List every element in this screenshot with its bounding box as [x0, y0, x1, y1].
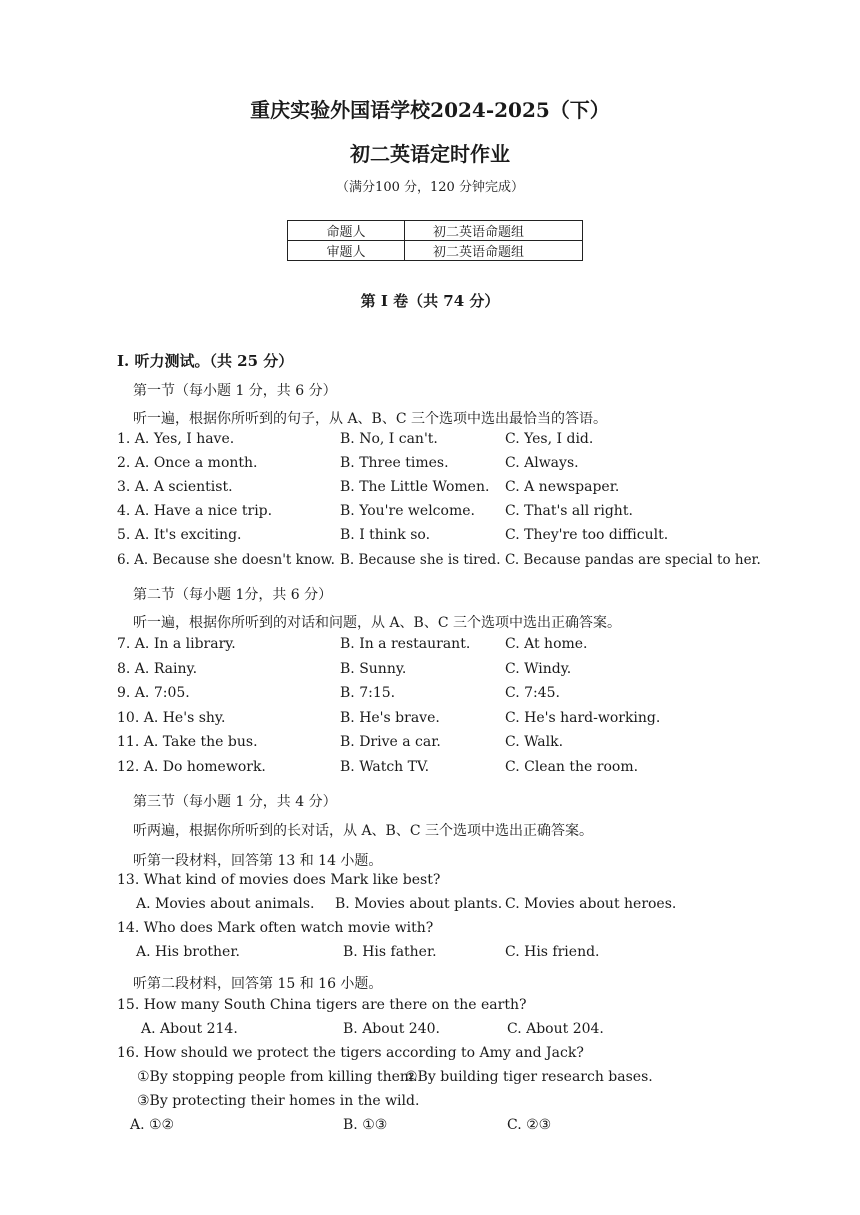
option-a: 7. A. In a library.	[117, 636, 236, 652]
option-a: A. Movies about animals.	[136, 896, 315, 912]
option-b: B. Because she is tired.	[340, 552, 501, 568]
option-c: C. Yes, I did.	[505, 431, 594, 447]
option-b: B. I think so.	[340, 527, 431, 543]
option-a: 12. A. Do homework.	[117, 759, 266, 775]
option-c: C. A newspaper.	[505, 479, 620, 495]
volume-heading: 第 I 卷（共 74 分）	[360, 292, 500, 310]
table-row	[288, 221, 583, 241]
option-c: C. About 204.	[507, 1021, 604, 1037]
option-a: 10. A. He's shy.	[117, 710, 226, 726]
option-b: B. Three times.	[340, 455, 449, 471]
option-b: B. His father.	[343, 944, 437, 960]
option-a: A. ①②	[130, 1117, 175, 1133]
option-c: C. ②③	[507, 1117, 552, 1133]
option-c: C. That's all right.	[505, 503, 633, 519]
option-c: C. Movies about heroes.	[505, 896, 677, 912]
option-a: 11. A. Take the bus.	[117, 734, 258, 750]
section-instruction: 听一遍，根据你所听到的对话和问题，从 A、B、C 三个选项中选出正确答案。	[133, 615, 622, 631]
statement-1: ①By stopping people from killing them.	[137, 1069, 418, 1085]
option-c: C. His friend.	[505, 944, 600, 960]
option-a: 2. A. Once a month.	[117, 455, 258, 471]
option-b: B. He's brave.	[340, 710, 440, 726]
option-a: 4. A. Have a nice trip.	[117, 503, 273, 519]
table-cell-value: 初二英语命题组	[405, 241, 583, 261]
option-b: B. Movies about plants.	[335, 896, 503, 912]
option-c: C. They're too difficult.	[505, 527, 669, 543]
option-b: B. In a restaurant.	[340, 636, 471, 652]
material-note: 听第一段材料，回答第 13 和 14 小题。	[133, 853, 383, 869]
section-heading: 第二节（每小题 1分，共 6 分）	[133, 587, 333, 603]
option-b: B. About 240.	[343, 1021, 440, 1037]
material-note: 听第二段材料，回答第 15 和 16 小题。	[133, 976, 383, 992]
option-b: B. No, I can't.	[340, 431, 438, 447]
school-title: 重庆实验外国语学校2024-2025（下）	[250, 98, 610, 122]
option-c: C. 7:45.	[505, 685, 561, 701]
option-b: B. Drive a car.	[340, 734, 441, 750]
question-stem: 16. How should we protect the tigers according to Amy and Jack?	[117, 1045, 584, 1061]
table-cell-label: 审题人	[288, 241, 405, 261]
option-a: 9. A. 7:05.	[117, 685, 190, 701]
option-c: C. He's hard-working.	[505, 710, 661, 726]
table-row	[288, 241, 583, 261]
question-stem: 15. How many South China tigers are there on the earth?	[117, 997, 527, 1013]
section-heading: 第三节（每小题 1 分，共 4 分）	[133, 794, 337, 810]
subject-title: 初二英语定时作业	[350, 142, 510, 166]
option-c: C. Walk.	[505, 734, 564, 750]
section-heading: 第一节（每小题 1 分，共 6 分）	[133, 383, 337, 399]
option-b: B. ①③	[343, 1117, 388, 1133]
statement-2: ②By building tiger research bases.	[405, 1069, 653, 1085]
option-c: C. Clean the room.	[505, 759, 639, 775]
option-a: 1. A. Yes, I have.	[117, 431, 235, 447]
option-b: B. Sunny.	[340, 661, 407, 677]
option-b: B. 7:15.	[340, 685, 396, 701]
option-c: C. At home.	[505, 636, 588, 652]
option-b: B. You're welcome.	[340, 503, 475, 519]
option-a: A. About 214.	[141, 1021, 238, 1037]
option-c: C. Windy.	[505, 661, 572, 677]
option-c: C. Always.	[505, 455, 579, 471]
option-a: A. His brother.	[136, 944, 240, 960]
part-title: I. 听力测试。（共 25 分）	[117, 352, 294, 370]
option-b: B. Watch TV.	[340, 759, 430, 775]
option-a: 3. A. A scientist.	[117, 479, 233, 495]
option-a: 5. A. It's exciting.	[117, 527, 242, 543]
section-instruction: 听两遍，根据你所听到的长对话，从 A、B、C 三个选项中选出正确答案。	[133, 823, 594, 839]
table-cell-label: 命题人	[288, 221, 405, 241]
option-b: B. The Little Women.	[340, 479, 490, 495]
section-instruction: 听一遍，根据你所听到的句子，从 A、B、C 三个选项中选出最恰当的答语。	[133, 411, 608, 427]
score-note: （满分100 分，120 分钟完成）	[336, 180, 524, 195]
table-cell-value: 初二英语命题组	[405, 221, 583, 241]
author-table	[287, 220, 583, 261]
option-c: C. Because pandas are special to her.	[505, 552, 761, 568]
option-a: 8. A. Rainy.	[117, 661, 198, 677]
option-a: 6. A. Because she doesn't know.	[117, 552, 335, 568]
question-stem: 13. What kind of movies does Mark like best?	[117, 872, 441, 888]
statement-3: ③By protecting their homes in the wild.	[137, 1093, 420, 1109]
question-stem: 14. Who does Mark often watch movie with?	[117, 920, 434, 936]
